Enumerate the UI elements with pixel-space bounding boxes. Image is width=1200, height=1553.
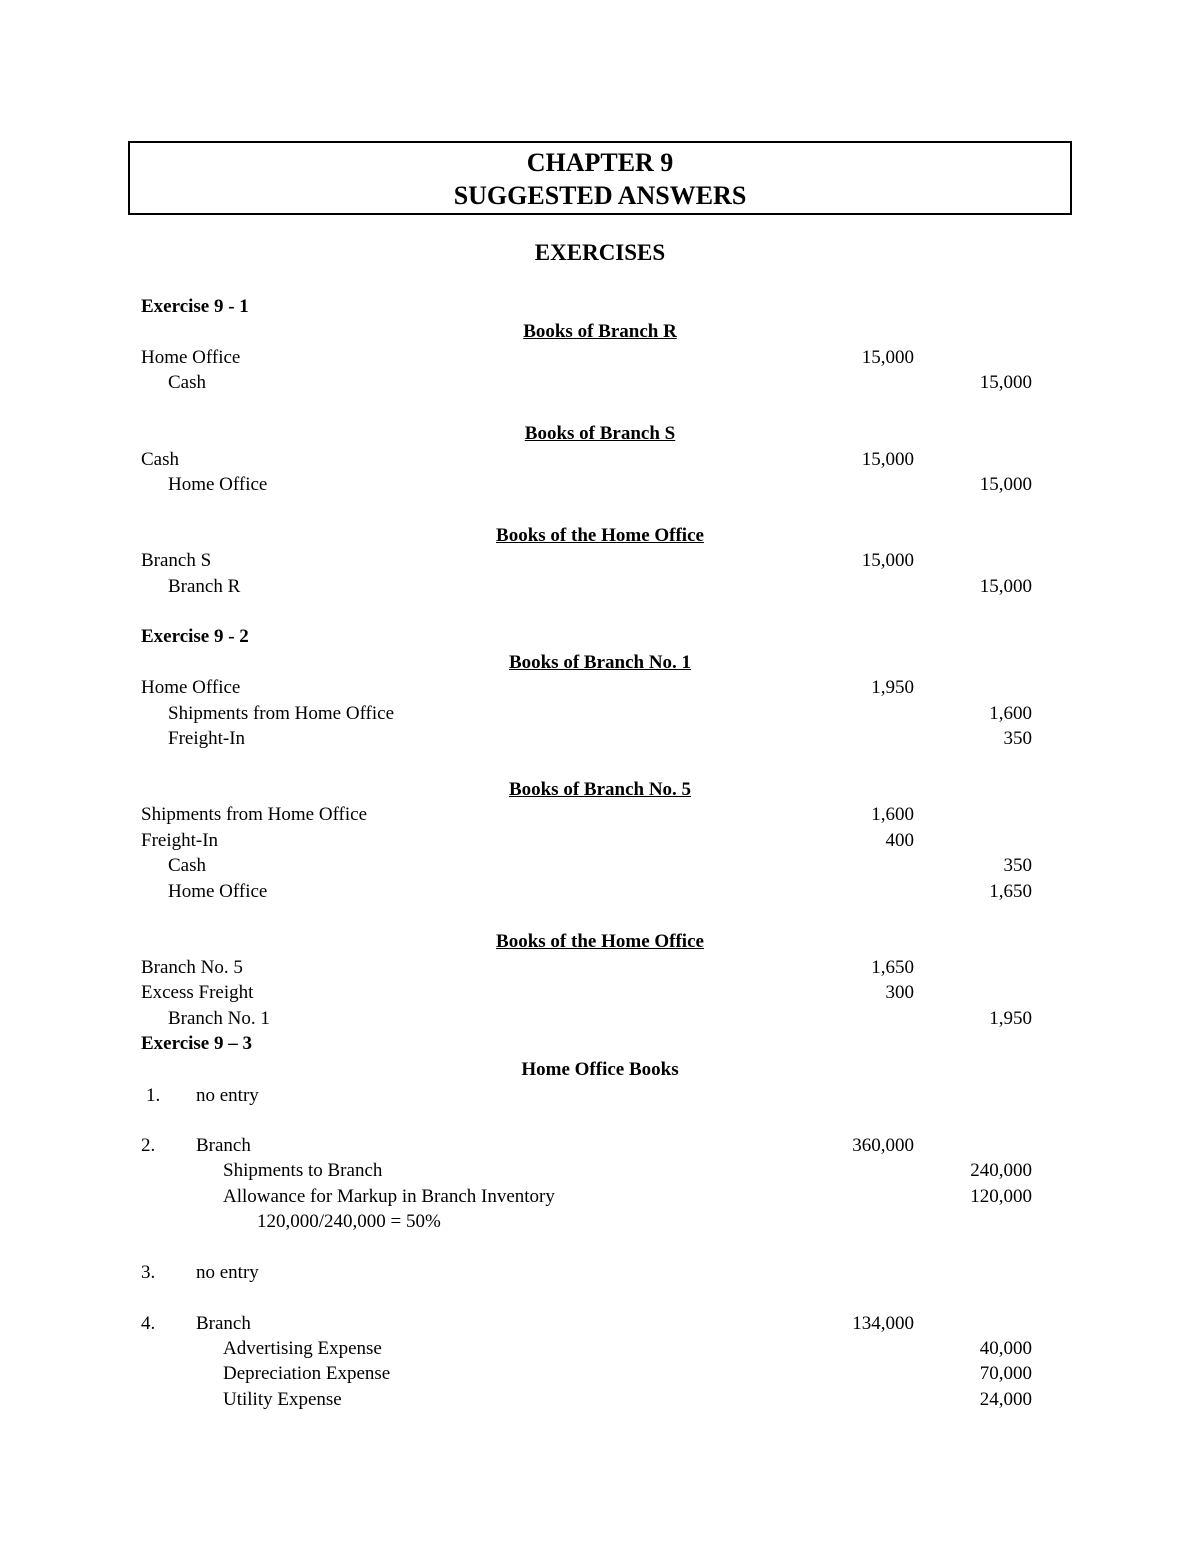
journal-row: [0, 574, 1200, 599]
journal-heading: [0, 777, 1200, 802]
journal-row: [0, 1387, 1200, 1412]
account-name: Cash: [168, 855, 206, 876]
account-name: Advertising Expense: [223, 1338, 382, 1359]
journal-row: [0, 955, 1200, 980]
debit-amount: 400: [885, 830, 914, 851]
credit-amount: 40,000: [979, 1338, 1032, 1359]
journal-heading: [0, 319, 1200, 344]
journal-heading: [0, 523, 1200, 548]
books-heading: Books of Branch No. 1: [508, 652, 692, 673]
credit-amount: 120,000: [970, 1186, 1032, 1207]
account-name: Home Office: [168, 881, 268, 902]
account-name: Excess Freight: [141, 982, 254, 1003]
journal-row: [0, 548, 1200, 573]
account-name: Branch S: [141, 550, 212, 571]
chapter-title: CHAPTER 9: [526, 148, 674, 177]
journal-row: [0, 1184, 1200, 1209]
debit-amount: 1,950: [871, 677, 914, 698]
journal-row: [0, 802, 1200, 827]
journal-row: [0, 675, 1200, 700]
account-name: Cash: [141, 449, 179, 470]
credit-amount: 24,000: [979, 1389, 1032, 1410]
account-name: Branch: [196, 1313, 251, 1334]
journal-row: [0, 370, 1200, 395]
markup-computation: 120,000/240,000 = 50%: [257, 1211, 441, 1232]
credit-amount: 1,600: [989, 703, 1032, 724]
exercise-title: Exercise 9 – 3: [141, 1033, 252, 1054]
account-name: Branch No. 5: [141, 957, 243, 978]
books-heading: Books of the Home Office: [496, 931, 704, 952]
account-name: Freight-In: [141, 830, 219, 851]
journal-heading: [0, 1057, 1200, 1082]
credit-amount: 70,000: [979, 1363, 1032, 1384]
credit-amount: 15,000: [979, 576, 1032, 597]
journal-row: [0, 1158, 1200, 1183]
account-name: Cash: [168, 372, 206, 393]
books-heading: Books of Branch R: [523, 321, 677, 342]
numbered-item: [0, 1260, 1200, 1285]
item-text: no entry: [196, 1085, 259, 1106]
journal-heading: [0, 421, 1200, 446]
account-name: Branch R: [168, 576, 241, 597]
journal-row: [0, 1336, 1200, 1361]
account-name: Home Office: [141, 347, 241, 368]
credit-amount: 15,000: [979, 372, 1032, 393]
journal-heading: [0, 929, 1200, 954]
journal-row: [0, 879, 1200, 904]
journal-row: [0, 1006, 1200, 1031]
item-number: 4.: [141, 1313, 156, 1334]
debit-amount: 15,000: [861, 449, 914, 470]
journal-row: [0, 1361, 1200, 1386]
numbered-item: [0, 1083, 1200, 1108]
account-name: Allowance for Markup in Branch Inventory: [223, 1186, 555, 1207]
item-number: 1.: [146, 1085, 161, 1106]
credit-amount: 15,000: [979, 474, 1032, 495]
computation-note: [0, 1209, 1200, 1234]
account-name: Branch: [196, 1135, 251, 1156]
item-text: no entry: [196, 1262, 259, 1283]
credit-amount: 240,000: [970, 1160, 1032, 1181]
account-name: Depreciation Expense: [223, 1363, 391, 1384]
account-name: Branch No. 1: [168, 1008, 270, 1029]
account-name: Shipments from Home Office: [168, 703, 395, 724]
books-heading: Books of Branch No. 5: [508, 779, 692, 800]
account-name: Shipments from Home Office: [141, 804, 368, 825]
chapter-subtitle: SUGGESTED ANSWERS: [453, 181, 747, 210]
exercise-heading: [0, 624, 1200, 649]
journal-row: [0, 701, 1200, 726]
account-name: Shipments to Branch: [223, 1160, 383, 1181]
debit-amount: 300: [885, 982, 914, 1003]
journal-row: [0, 345, 1200, 370]
books-heading: Books of Branch S: [524, 423, 676, 444]
debit-amount: 1,600: [871, 804, 914, 825]
journal-row: [0, 472, 1200, 497]
journal-row: [0, 447, 1200, 472]
exercise-title: Exercise 9 - 2: [141, 626, 249, 647]
journal-row: [0, 828, 1200, 853]
account-name: Home Office: [141, 677, 241, 698]
journal-row: [0, 980, 1200, 1005]
journal-heading: [0, 650, 1200, 675]
account-name: Utility Expense: [223, 1389, 342, 1410]
debit-amount: 15,000: [861, 347, 914, 368]
books-heading: Books of the Home Office: [496, 525, 704, 546]
credit-amount: 1,950: [989, 1008, 1032, 1029]
credit-amount: 350: [1003, 728, 1032, 749]
journal-row: [0, 853, 1200, 878]
item-number: 3.: [141, 1262, 156, 1283]
debit-amount: 15,000: [861, 550, 914, 571]
section-title: EXERCISES: [534, 240, 666, 265]
debit-amount: 134,000: [852, 1313, 914, 1334]
numbered-item: [0, 1133, 1200, 1158]
debit-amount: 1,650: [871, 957, 914, 978]
credit-amount: 1,650: [989, 881, 1032, 902]
exercise-heading: [0, 1031, 1200, 1056]
debit-amount: 360,000: [852, 1135, 914, 1156]
account-name: Home Office: [168, 474, 268, 495]
books-heading: Home Office Books: [521, 1059, 679, 1080]
chapter-title-box: [128, 141, 1072, 215]
item-number: 2.: [141, 1135, 156, 1156]
numbered-item: [0, 1311, 1200, 1336]
exercise-heading: [0, 294, 1200, 319]
credit-amount: 350: [1003, 855, 1032, 876]
account-name: Freight-In: [168, 728, 246, 749]
journal-row: [0, 726, 1200, 751]
exercise-title: Exercise 9 - 1: [141, 296, 249, 317]
